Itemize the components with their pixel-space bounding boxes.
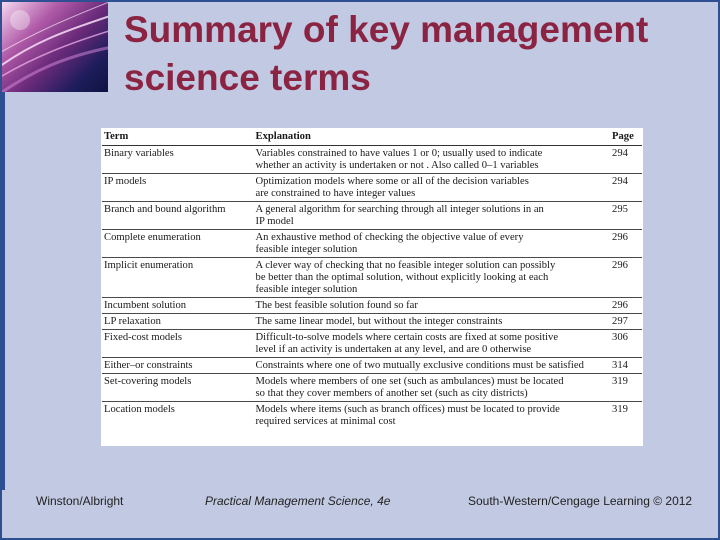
header-explanation: Explanation bbox=[254, 128, 611, 146]
footer-authors: Winston/Albright bbox=[36, 494, 124, 508]
footer-publisher: South-Western/Cengage Learning © 2012 bbox=[468, 494, 693, 508]
explanation-line: Optimization models where some or all of the decision variables bbox=[255, 176, 529, 187]
table-row bbox=[102, 330, 642, 358]
explanation-line: Constraints where one of two mutually exclusive conditions must be satisfied bbox=[255, 360, 584, 371]
explanation-line: IP model bbox=[255, 216, 294, 227]
term-cell: Complete enumeration bbox=[102, 230, 254, 258]
table-row bbox=[102, 374, 642, 402]
explanation-cell bbox=[254, 330, 611, 358]
term-cell: Location models bbox=[104, 404, 175, 415]
explanation-line: Difficult-to-solve models where certain costs are fixed at some positive bbox=[255, 332, 559, 343]
term-cell: Binary variables bbox=[102, 146, 254, 174]
explanation-cell bbox=[254, 258, 611, 298]
table-row bbox=[102, 298, 642, 314]
term-cell: Branch and bound algorithm bbox=[102, 202, 254, 230]
explanation-cell bbox=[254, 174, 611, 202]
explanation-line: The same linear model, but without the integer constraints bbox=[255, 316, 503, 327]
title-line-1: Summary of key management bbox=[124, 9, 649, 50]
table-row bbox=[102, 202, 642, 230]
page-cell: 294 bbox=[610, 146, 642, 174]
explanation-line: level if an activity is undertaken at any level, and are 0 otherwise bbox=[255, 344, 532, 355]
term-cell: IP models bbox=[102, 174, 254, 202]
page-cell: 319 bbox=[610, 374, 642, 402]
term-cell: Either–or constraints bbox=[102, 358, 254, 374]
page-cell: 306 bbox=[610, 330, 642, 358]
explanation-cell bbox=[254, 358, 611, 374]
explanation-line: whether an activity is undertaken or not . Also called 0–1 variables bbox=[255, 160, 539, 171]
table-row bbox=[102, 230, 642, 258]
slide-title bbox=[124, 6, 714, 102]
page-cell: 296 bbox=[610, 298, 642, 314]
explanation-line: so that they cover members of another set (such as city districts) bbox=[255, 388, 528, 399]
title-line-2: science terms bbox=[124, 57, 371, 98]
explanation-line: Variables constrained to have values 1 or 0; usually used to indicate bbox=[255, 148, 543, 159]
table-row bbox=[102, 358, 642, 374]
header-term: Term bbox=[102, 128, 254, 146]
explanation-line: A general algorithm for searching through all integer solutions in an bbox=[255, 204, 544, 215]
table-row bbox=[102, 258, 642, 298]
explanation-line: A clever way of checking that no feasible integer solution can possibly bbox=[255, 260, 556, 271]
table-row bbox=[102, 314, 642, 330]
table-row bbox=[102, 402, 642, 430]
explanation-line: Models where members of one set (such as ambulances) must be located bbox=[255, 376, 564, 387]
table-row bbox=[102, 146, 642, 174]
page-cell: 296 bbox=[610, 258, 642, 298]
explanation-cell bbox=[254, 314, 611, 330]
terms-table-container bbox=[101, 128, 643, 446]
decorative-swirl-image bbox=[2, 2, 108, 92]
left-accent-bar bbox=[2, 90, 5, 490]
explanation-line: feasible integer solution bbox=[255, 284, 358, 295]
table-row bbox=[102, 174, 642, 202]
page-cell: 314 bbox=[610, 358, 642, 374]
term-cell: LP relaxation bbox=[102, 314, 254, 330]
term-cell: Fixed-cost models bbox=[102, 330, 254, 358]
explanation-line: feasible integer solution bbox=[255, 244, 358, 255]
explanation-cell bbox=[254, 402, 611, 430]
term-cell: Incumbent solution bbox=[102, 298, 254, 314]
page-cell: 297 bbox=[610, 314, 642, 330]
term-cell: Implicit enumeration bbox=[102, 258, 254, 298]
explanation-line: be better than the optimal solution, without explicitly looking at each bbox=[255, 272, 549, 283]
explanation-line: are constrained to have integer values bbox=[255, 188, 416, 199]
page-cell: 296 bbox=[610, 230, 642, 258]
explanation-cell bbox=[254, 146, 611, 174]
explanation-line: Models where items (such as branch offices) must be located to provide bbox=[255, 404, 560, 415]
explanation-cell bbox=[254, 298, 611, 314]
table-header-row bbox=[102, 128, 642, 146]
explanation-line: required services at minimal cost bbox=[255, 416, 396, 427]
explanation-cell bbox=[254, 230, 611, 258]
table-body bbox=[102, 146, 642, 430]
page-cell: 294 bbox=[610, 174, 642, 202]
footer-book-title: Practical Management Science, 4e bbox=[205, 494, 391, 508]
page-cell: 295 bbox=[610, 202, 642, 230]
explanation-cell bbox=[254, 374, 611, 402]
page-cell: 319 bbox=[612, 404, 628, 415]
terms-table bbox=[102, 128, 642, 429]
header-page: Page bbox=[610, 128, 642, 146]
explanation-cell bbox=[254, 202, 611, 230]
explanation-line: An exhaustive method of checking the objective value of every bbox=[255, 232, 524, 243]
explanation-line: The best feasible solution found so far bbox=[255, 300, 418, 311]
term-cell: Set-covering models bbox=[102, 374, 254, 402]
